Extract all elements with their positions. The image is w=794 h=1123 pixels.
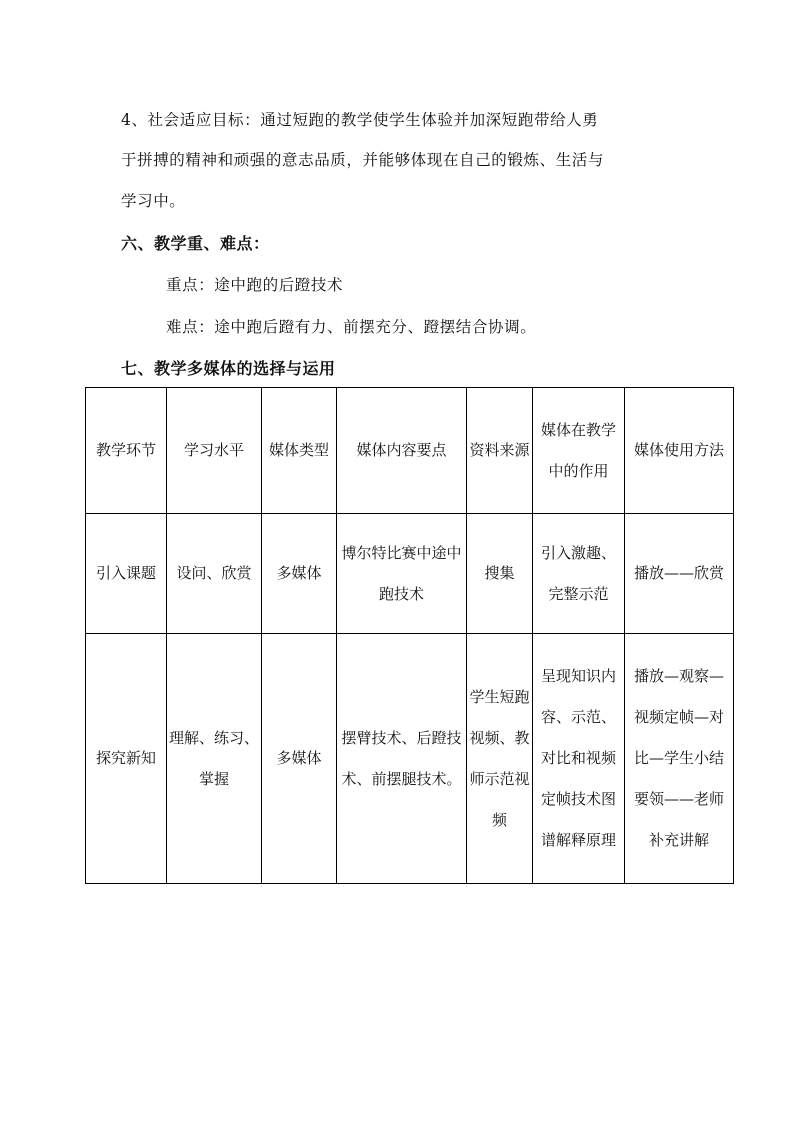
table-cell: 多媒体 — [262, 634, 337, 884]
key-point: 重点：途中跑的后蹬技术 — [166, 276, 344, 294]
table-row — [86, 634, 734, 884]
media-table — [85, 387, 734, 884]
goal-line-3: 学习中。 — [121, 192, 186, 210]
table-cell: 探究新知 — [86, 634, 167, 884]
header-cell: 学习水平 — [167, 388, 262, 514]
table-cell: 播放—观察—视频定帧—对比—学生小结要领——老师补充讲解 — [625, 634, 734, 884]
header-cell: 媒体类型 — [262, 388, 337, 514]
difficult-point: 难点：途中跑后蹬有力、前摆充分、蹬摆结合协调。 — [166, 318, 537, 336]
goal-line-2: 于拼搏的精神和顽强的意志品质，并能够体现在自己的锻炼、生活与 — [121, 151, 605, 169]
goal-line-1: 4、社会适应目标：通过短跑的教学使学生体验并加深短跑带给人勇 — [121, 111, 599, 129]
table-cell: 呈现知识内容、示范、对比和视频定帧技术图谱解释原理 — [533, 634, 625, 884]
table-cell: 理解、练习、掌握 — [167, 634, 262, 884]
table-cell: 多媒体 — [262, 514, 337, 634]
table-cell: 播放——欣赏 — [625, 514, 734, 634]
section-6-heading: 六、教学重、难点： — [121, 234, 270, 253]
table-cell: 学生短跑视频、教师示范视频 — [467, 634, 533, 884]
table-cell: 设问、欣赏 — [167, 514, 262, 634]
table-cell: 引入课题 — [86, 514, 167, 634]
table-cell: 博尔特比赛中途中跑技术 — [337, 514, 467, 634]
table-header-row — [86, 388, 734, 514]
table-cell: 摆臂技术、后蹬技术、前摆腿技术。 — [337, 634, 467, 884]
table-row — [86, 514, 734, 634]
table-cell: 搜集 — [467, 514, 533, 634]
header-cell: 教学环节 — [86, 388, 167, 514]
header-cell: 资料来源 — [467, 388, 533, 514]
section-7-heading: 七、教学多媒体的选择与运用 — [121, 359, 336, 378]
header-cell: 媒体使用方法 — [625, 388, 734, 514]
header-cell: 媒体内容要点 — [337, 388, 467, 514]
table-cell: 引入激趣、完整示范 — [533, 514, 625, 634]
header-cell: 媒体在教学中的作用 — [533, 388, 625, 514]
